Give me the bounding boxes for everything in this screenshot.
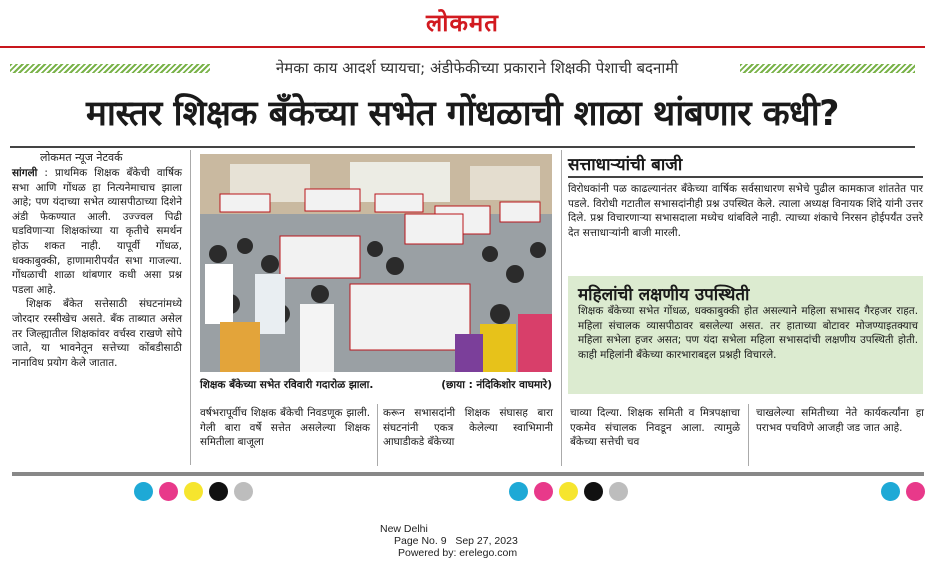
black-dot [584,482,603,501]
yellow-dot [559,482,578,501]
article-column-3: करून सभासदांनी शिक्षक संघासह बारा संघटनांनी एकत्र केलेल्या स्वाभिमानी आघाडीकडे बँकेच्या [383,407,553,449]
article-column-1 [12,166,182,370]
byline: लोकमत न्यूज नेटवर्क [40,151,123,164]
kicker-row [10,58,915,80]
headline-divider [10,146,915,148]
color-registration-marks [509,482,628,501]
section-body-rulers-win: विरोधकांनी पळ काढल्यानंतर बँकेच्या वार्षिक सर्वसाधारण सभेचे पुढील कामकाज शांततेत पार पडले. विरोधी गटातील सभासदांनीही प्रश्न उपस्थित केले. त्याला अध्यक्ष विनायक शिंदे यांनी उत्तर दिले. प्रश्न विचारणाऱ्या सभासदाला मध्येच थांबविले नाही. त्याच्या शंकाचे निरसन होईपर्यंत उत्तरे देत सत्ताधाऱ्यांनी बाजी मारली. [568,183,923,239]
article-column-2: वर्षभरापूर्वीच शिक्षक बँकेची निवडणूक झाली. गेली बारा वर्षे सत्तेत असलेल्या शिक्षक समितीला बाजूला [200,407,370,449]
hatch-decoration-right [740,64,915,73]
headline: मास्तर शिक्षक बँकेच्या सभेत गोंधळाची शाळा थांबणार कधी? [86,94,839,134]
photo-caption-row [200,378,552,392]
section-heading-rulers-win: सत्ताधाऱ्यांची बाजी [568,155,683,175]
footer-powered: Powered by: erelego.com [398,547,518,559]
color-registration-marks [881,482,925,501]
magenta-dot [906,482,925,501]
kicker-text: नेमका काय आदर्श घ्यायचा; अंडीफेकीच्या प्रकाराने शिक्षकी पेशाची बदनामी [275,59,679,77]
grey-dot [609,482,628,501]
column-divider [377,404,378,466]
article-column-4: चाव्या दिल्या. शिक्षक समिती व मित्रपक्षाचा एकमेव संचालक निवडून आला. त्यामुळे बँकेच्या सत्तेची चव [570,407,740,449]
column-divider [561,150,562,466]
column-divider [748,404,749,466]
section-divider [568,176,923,178]
section-heading-women-attendance: महिलांची लक्षणीय उपस्थिती [578,285,750,305]
photo-credit: (छाया : नंदिकिशोर वाघमारे) [441,379,552,391]
paragraph-2: शिक्षक बँकेत सत्तेसाठी संघटनांमध्ये जोरदार रस्सीखेच असते. बँक ताब्यात असेल तर जिल्ह्यातील शिक्षकांवर वर्चस्व राखणे सोपे जाते, या भावनेतून सत्तेच्या कोंबडीसाठी नानाविध प्रयोग केले जातात. [12,298,182,369]
photo-caption: शिक्षक बँकेच्या सभेत रविवारी गदारोळ झाला. [200,379,374,391]
newspaper-logo: लोकमत [426,8,499,37]
page-bottom-rule [12,472,924,476]
cyan-dot [134,482,153,501]
black-dot [209,482,228,501]
footer-date: Sep 27, 2023 [455,535,518,547]
magenta-dot [159,482,178,501]
footer-page-date [380,535,518,547]
column-divider [190,150,191,465]
yellow-dot [184,482,203,501]
cyan-dot [881,482,900,501]
hatch-decoration-left [10,64,210,73]
cyan-dot [509,482,528,501]
article-column-5: चाखलेल्या समितीच्या नेते कार्यकर्त्यांना हा पराभव पचविणे आजही जड जात आहे. [756,407,924,434]
magenta-dot [534,482,553,501]
color-registration-marks [134,482,253,501]
news-photo [200,154,552,372]
footer-city: New Delhi [380,523,428,535]
dateline: सांगली [12,167,38,179]
grey-dot [234,482,253,501]
section-body-women-attendance: शिक्षक बँकेच्या सभेत गोंधळ, धक्काबुक्की होत असल्याने महिला सभासद गैरहजर राहत. महिला संचालक व्यासपीठावर बसलेल्या असत. तर हाताच्या बोटावर मोजण्याइतक्याच महिला सभेला हजर असत; पण यंदा सभेला महिला सभासदांची लक्षणीय उपस्थिती होती. काही महिलांनी बँकेच्या कारभाराबद्दल प्रश्नही विचारले. [578,305,918,361]
crowd-photo-illustration [200,154,552,372]
lead-paragraph: : प्राथमिक शिक्षक बँकेची वार्षिक सभा आणि गोंधळ हा नित्यनेमाचाच झाला आहे; पण यंदाच्या सभेत व्यासपीठाच्या दिशेने अंडी फेकण्यात आली. उज्ज्वल पिढी घडविणाऱ्या शिक्षकांच्या या कृतीचे समर्थन होऊ शकत नाही. यापूर्वी गोंधळ, धक्काबुक्की, हाणामारीपर्यंत सभा गाजल्या. गोंधळाची शाळा थांबणार कधी असा प्रश्न पडला आहे. [12,167,182,296]
footer-page: Page No. 9 [394,535,447,547]
page-footer [380,523,518,559]
